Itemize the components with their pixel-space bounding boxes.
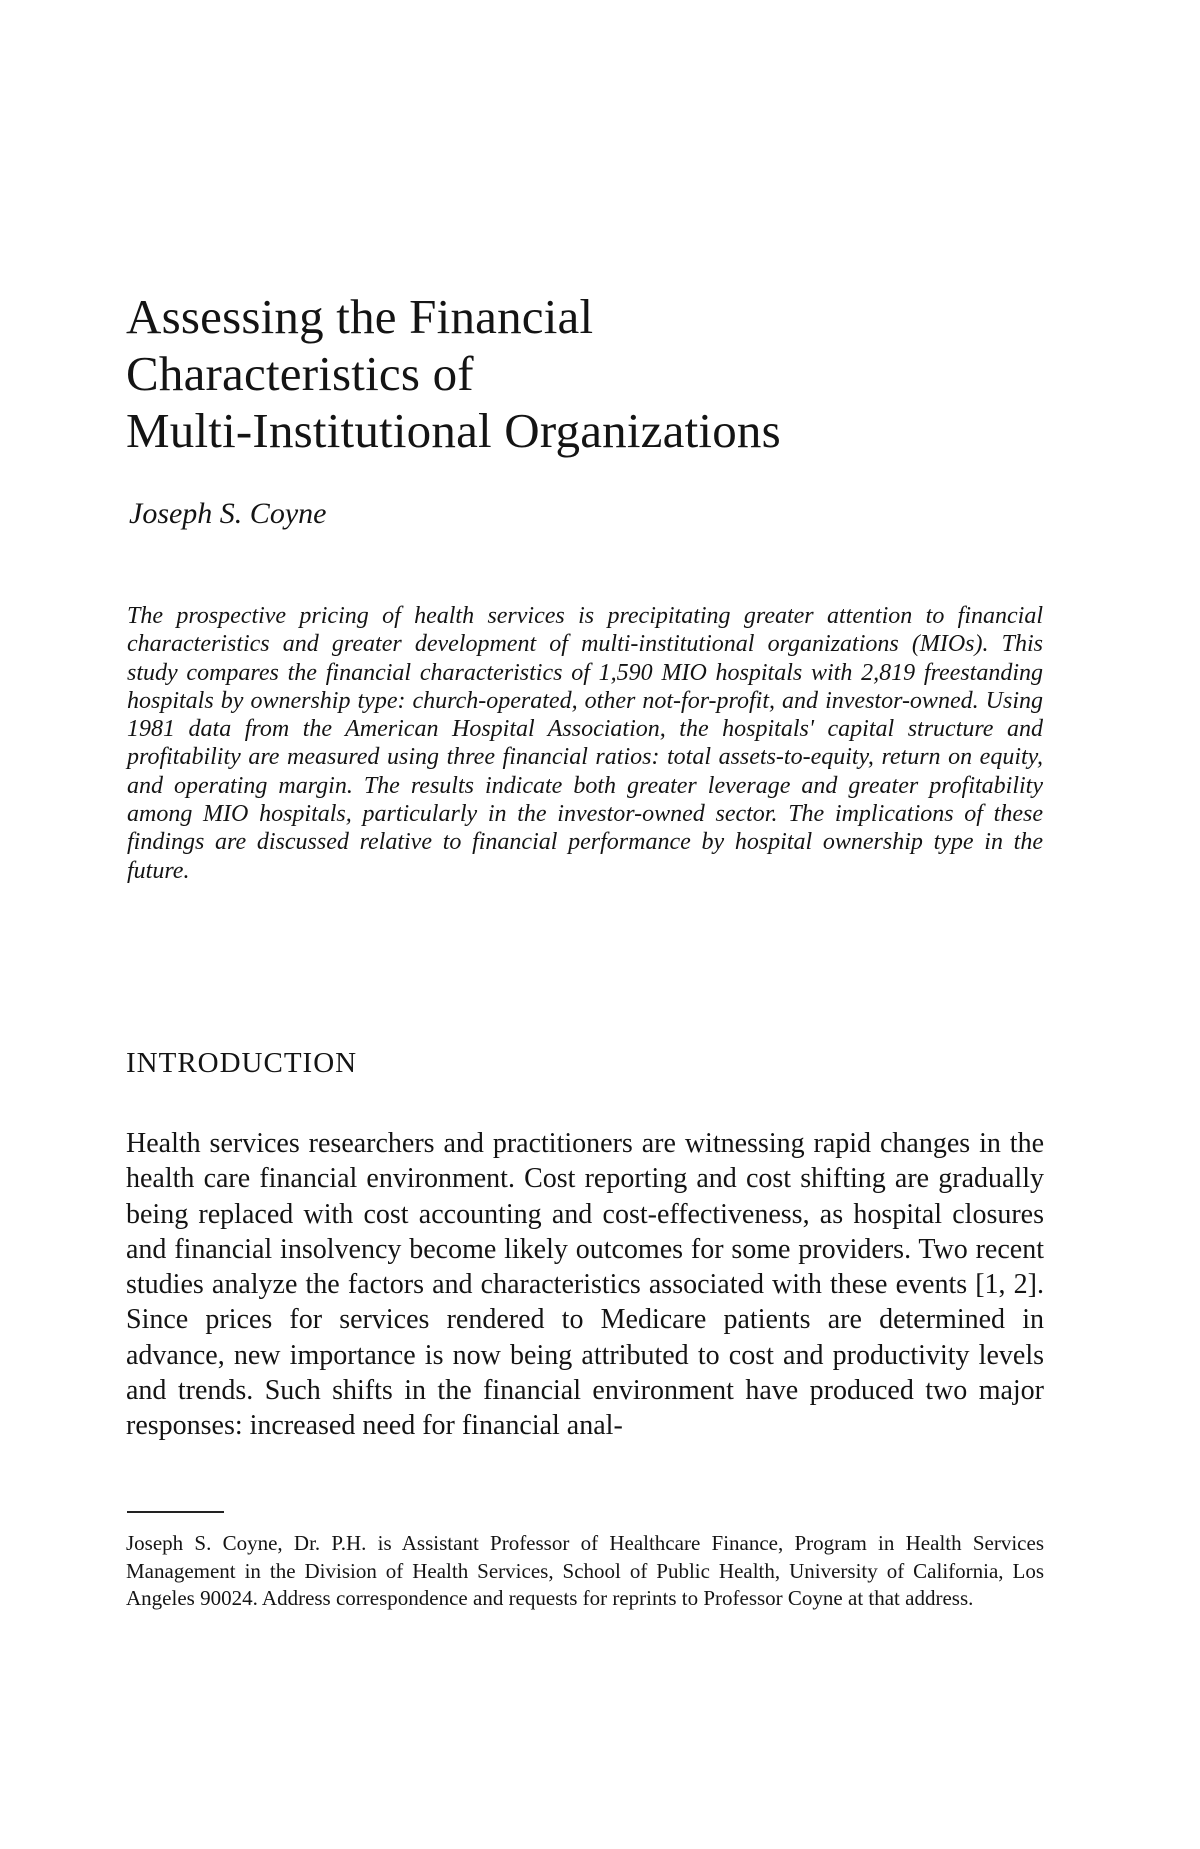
title-line: Multi-Institutional Organizations	[126, 403, 781, 458]
abstract: The prospective pricing of health services is precipitating greater attention to financial characteristics and greater development of multi-institutional organizations (MIOs). This study compares the financial characteristics of 1,590 MIO hospitals with 2,819 freestanding hospitals by ownership type: church-operated, other not-for-profit, and investor-owned. Using 1981 data from the American Hospital Association, the hospitals' capital structure and profitability are measured using three financial ratios: total assets-to-equity, return on equity, and operating margin. The results indicate both greater leverage and greater profitability among MIO hospitals, particularly in the investor-owned sector. The implications of these findings are discussed relative to financial performance by hospital ownership type in the future.	[127, 603, 1043, 884]
footnote-divider	[127, 1511, 224, 1513]
title-line: Assessing the Financial	[126, 289, 594, 344]
author-name: Joseph S. Coyne	[129, 497, 327, 530]
title-line: Characteristics of	[126, 346, 474, 401]
article-title	[126, 288, 1026, 459]
author-footnote: Joseph S. Coyne, Dr. P.H. is Assistant Professor of Healthcare Finance, Program in Health Services Management in the Division of Health Services, School of Public Health, University of California, Los Angeles 90024. Address correspondence and requests for reprints to Professor Coyne at that address.	[126, 1531, 1044, 1610]
section-heading: INTRODUCTION	[126, 1047, 358, 1079]
introduction-paragraph: Health services researchers and practitioners are witnessing rapid changes in the health care financial environment. Cost reporting and cost shifting are gradually being replaced with cost accounting and cost-effectiveness, as hospital closures and financial insolvency become likely outcomes for some providers. Two recent studies analyze the factors and characteristics associated with these events [1, 2]. Since prices for services rendered to Medicare patients are determined in advance, new importance is now being attributed to cost and productivity levels and trends. Such shifts in the financial environment have produced two major responses: increased need for financial anal-	[126, 1128, 1044, 1442]
